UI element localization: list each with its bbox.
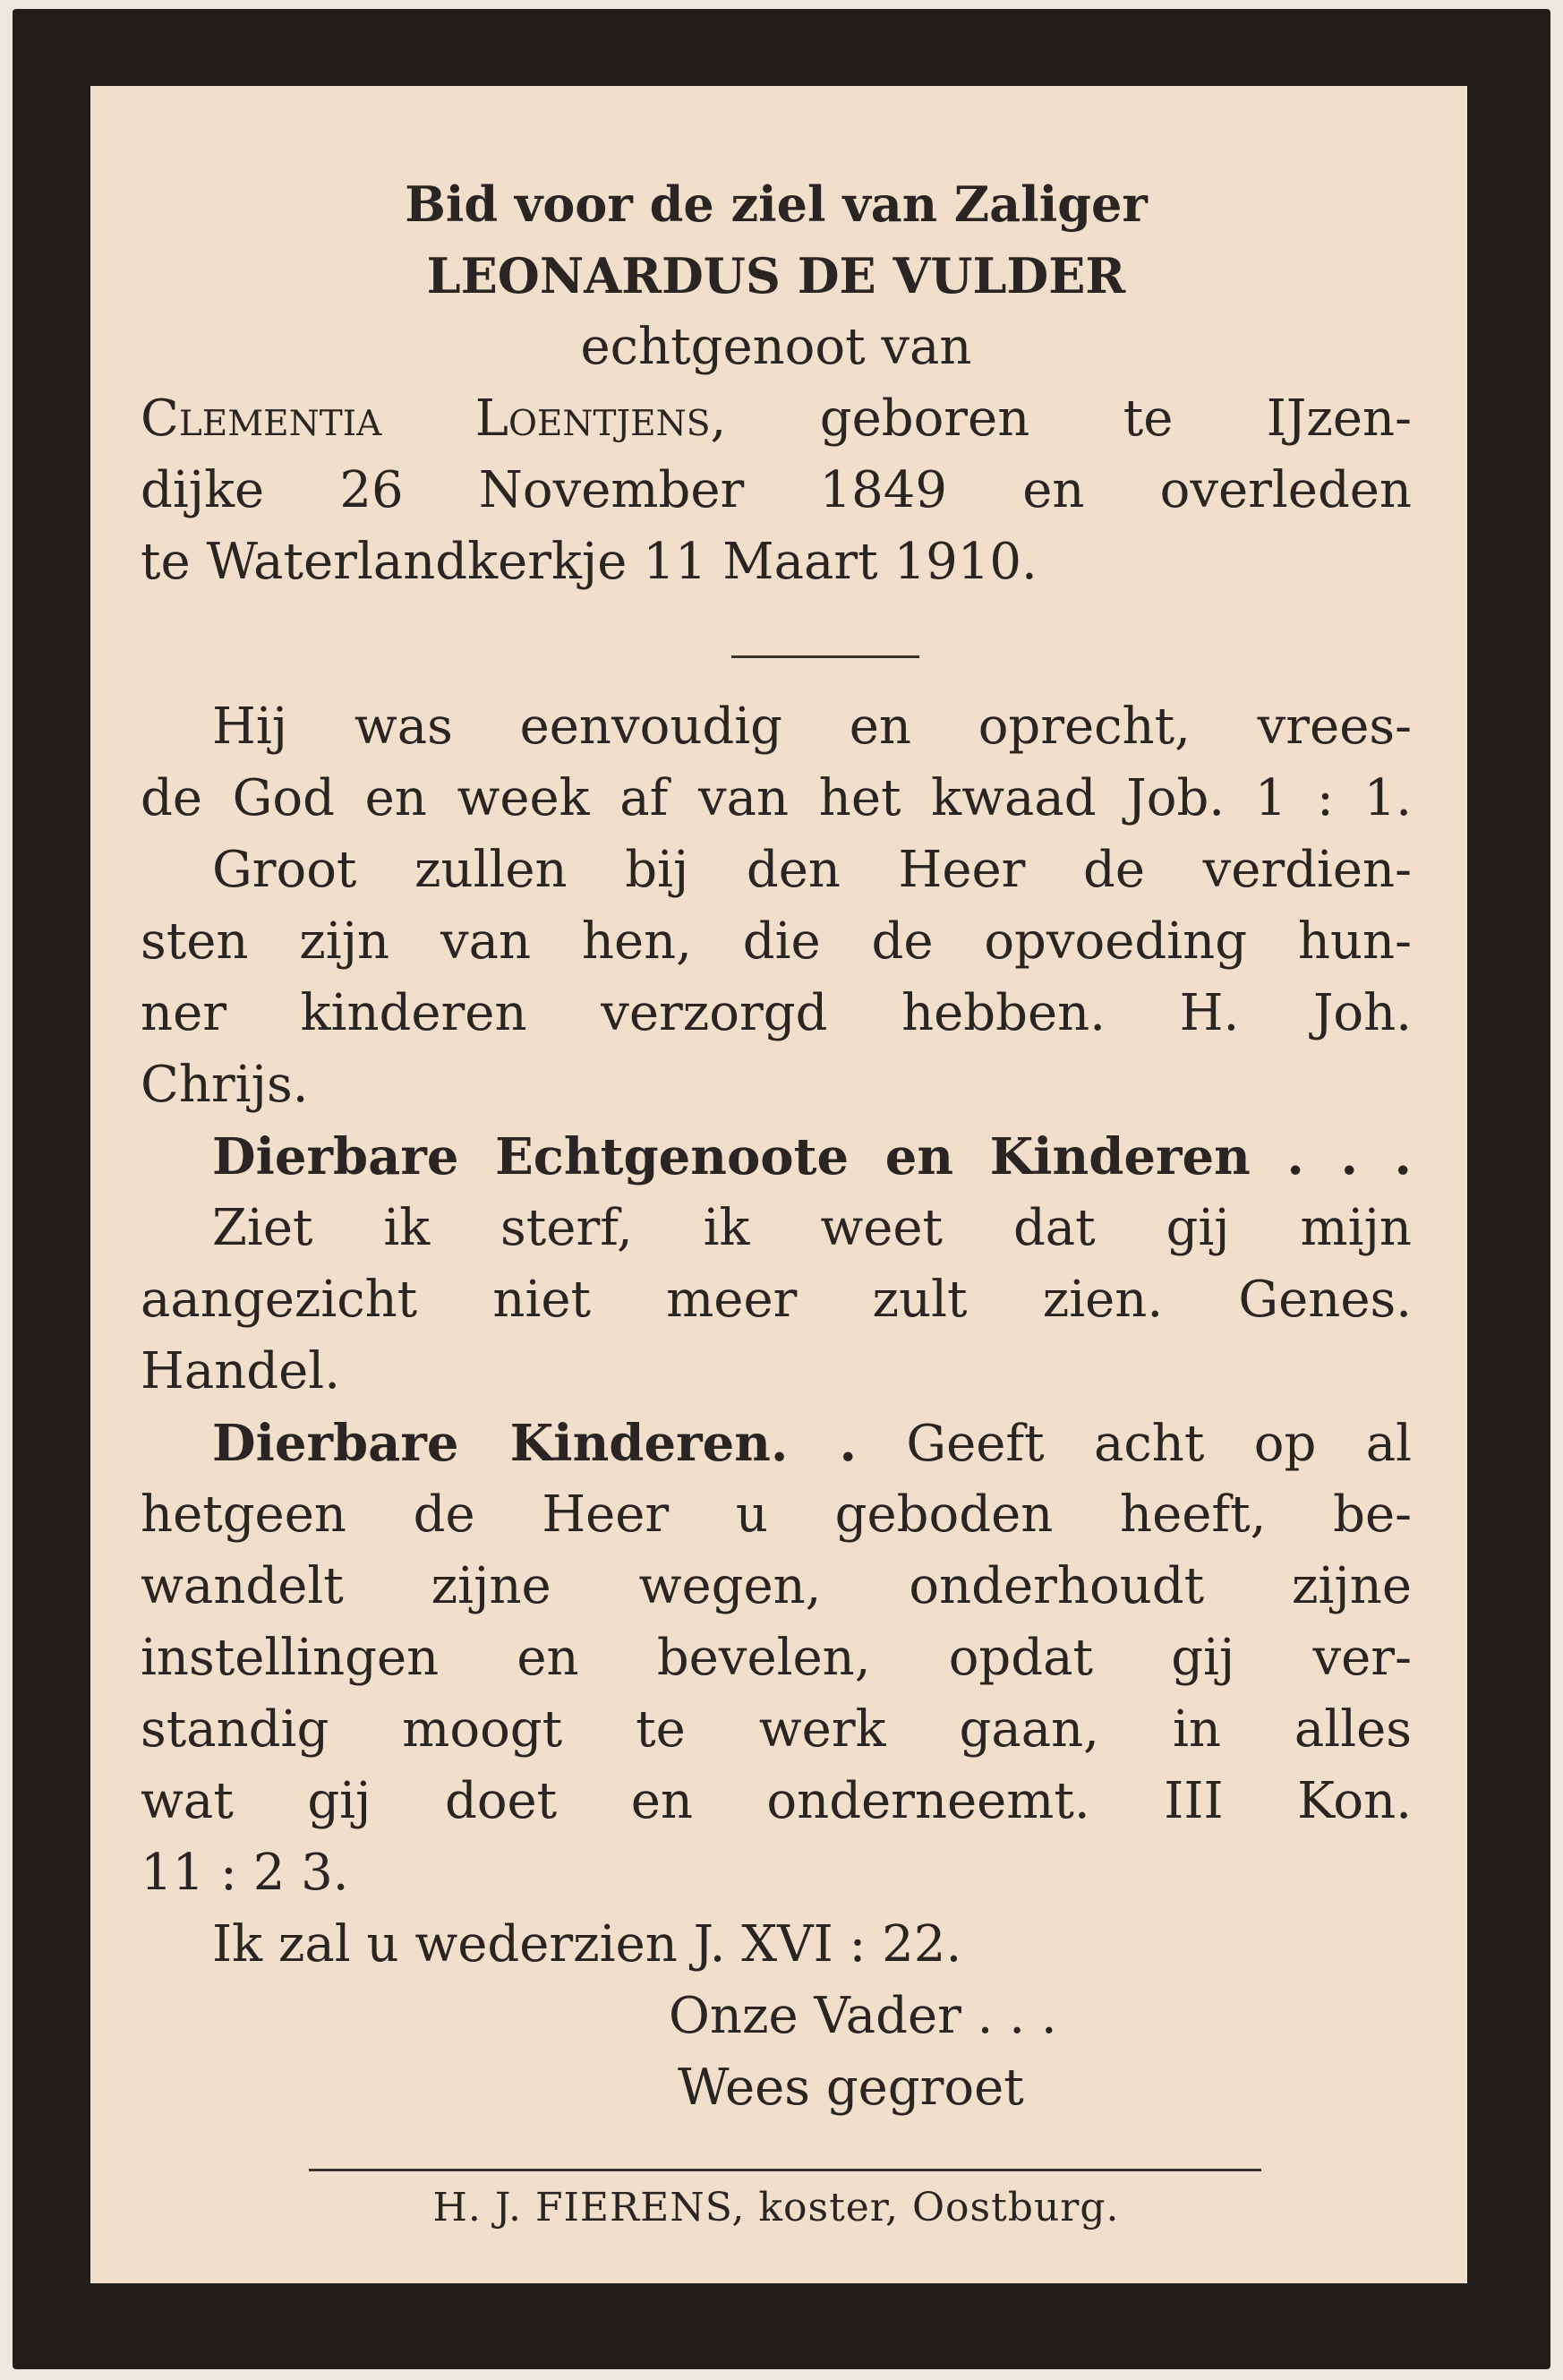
body-line-heading: Dierbare Echtgenoote en Kinderen . . . <box>212 1127 1412 1186</box>
body-line: sten zijn van hen, die de opvoeding hun- <box>141 912 1412 971</box>
body-line-rest: Geeft acht op al <box>906 1415 1412 1473</box>
bio-line-3: te Waterlandkerkje 11 Maart 1910. <box>141 533 1038 591</box>
body-line: wandelt zijne wegen, onderhoudt zijne <box>141 1557 1412 1615</box>
body-line: de God en week af van het kwaad Job. 1 : 1. <box>141 769 1412 827</box>
prayer-hail-mary: Wees gegroet <box>678 2059 1024 2117</box>
body-line: 11 : 2 3. <box>141 1844 349 1902</box>
prayer-our-father: Onze Vader . . . <box>669 1987 1057 2045</box>
body-line: Groot zullen bij den Heer de verdien- <box>212 841 1412 899</box>
body-line: Hij was eenvoudig en oprecht, vrees- <box>212 698 1412 756</box>
divider-long <box>309 2169 1261 2171</box>
printer-credit: H. J. FIERENS, koster, Oostburg. <box>432 2185 1120 2230</box>
body-line: standig moogt te werk gaan, in alles <box>141 1700 1412 1759</box>
spouse-intro: echtgenoot van <box>580 318 972 376</box>
body-line-heading: Dierbare Kinderen. . <box>212 1414 857 1473</box>
bio-line-2: dijke 26 November 1849 en overleden <box>141 461 1412 519</box>
spouse-name: Clementia Loentjens, <box>141 390 727 448</box>
deceased-name: LEONARDUS DE VULDER <box>426 247 1126 304</box>
bio-line-1-rest: geboren te IJzen- <box>819 390 1412 448</box>
body-line: Handel. <box>141 1342 340 1400</box>
body-line: wat gij doet en onderneemt. III Kon. <box>141 1772 1412 1830</box>
body-line: aangezicht niet meer zult zien. Genes. <box>141 1271 1412 1329</box>
memorial-card <box>90 86 1467 2283</box>
body-line: Ziet ik sterf, ik weet dat gij mijn <box>212 1199 1412 1257</box>
body-line: hetgeen de Heer u geboden heeft, be- <box>141 1485 1412 1544</box>
body-line-mixed <box>141 1408 1412 1479</box>
body-line: instellingen en bevelen, opdat gij ver- <box>141 1629 1412 1687</box>
body-line: Ik zal u wederzien J. XVI : 22. <box>212 1915 962 1973</box>
divider-short <box>731 655 919 658</box>
body-line: ner kinderen verzorgd hebben. H. Joh. <box>141 984 1412 1042</box>
heading-prayer: Bid voor de ziel van Zaliger <box>405 176 1148 233</box>
bio-line-1 <box>141 383 1412 455</box>
body-line: Chrijs. <box>141 1056 309 1114</box>
